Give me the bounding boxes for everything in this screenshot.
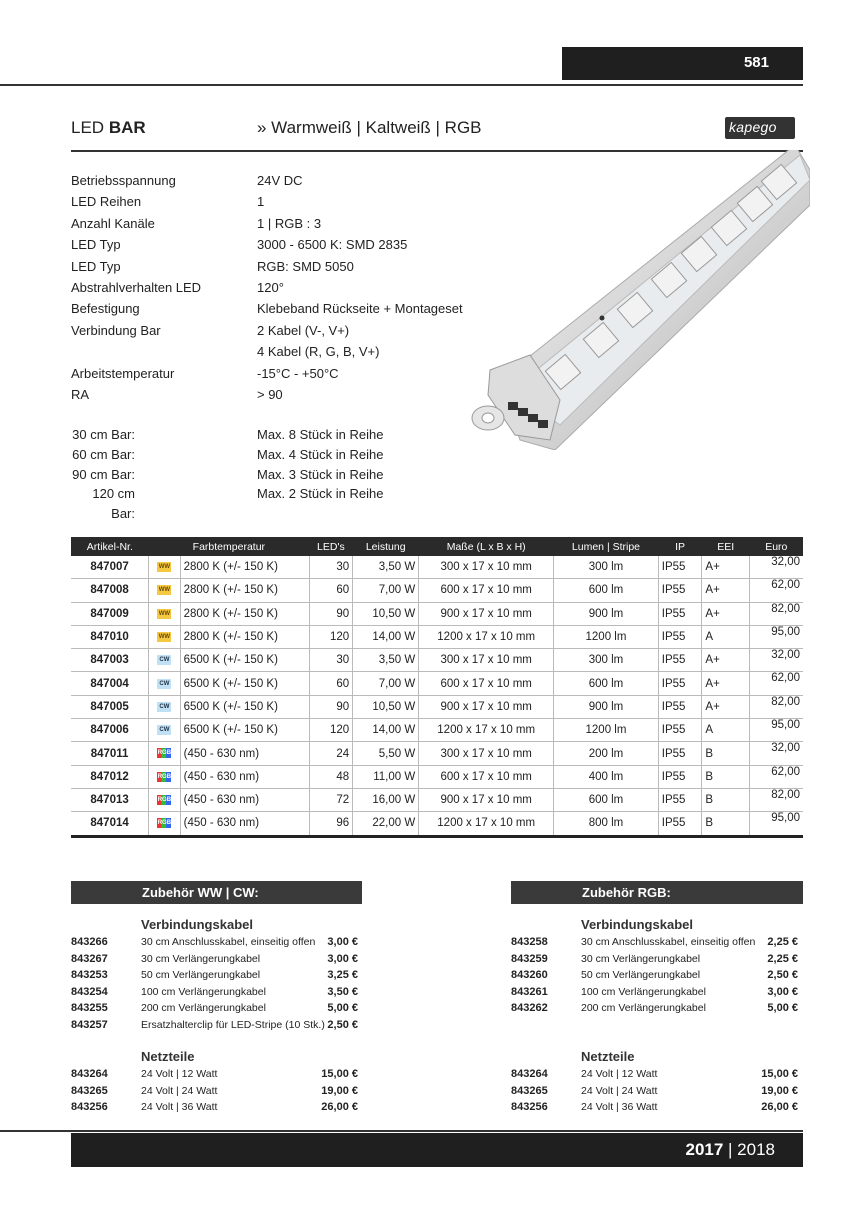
- list-item: [71, 984, 266, 1001]
- spec-row: [71, 191, 463, 212]
- cell-lumen: 200 lm: [554, 742, 659, 765]
- cell-eei: A+: [702, 579, 750, 602]
- spec-label: Befestigung: [71, 301, 140, 317]
- cell-ip: IP55: [658, 742, 702, 765]
- spec-row: [71, 234, 463, 255]
- table-row: [71, 602, 803, 625]
- item-article: 843256: [71, 1101, 108, 1114]
- page-number: 581: [743, 54, 769, 71]
- cell-article: 847005: [71, 695, 149, 718]
- cell-color-badge: [149, 742, 180, 765]
- cell-article: 847003: [71, 649, 149, 672]
- cell-temperature: (450 - 630 nm): [180, 788, 309, 811]
- cell-dimensions: 1200 x 17 x 10 mm: [419, 625, 554, 648]
- cell-article: 847006: [71, 719, 149, 742]
- cell-dimensions: 600 x 17 x 10 mm: [419, 672, 554, 695]
- cell-lumen: 300 lm: [554, 649, 659, 672]
- cell-temperature: (450 - 630 nm): [180, 812, 309, 836]
- list-item: [71, 1000, 266, 1017]
- table-row: [71, 625, 803, 648]
- item-article: 843256: [511, 1101, 548, 1114]
- cell-ip: IP55: [658, 672, 702, 695]
- item-price: 3,50 €: [327, 985, 358, 998]
- cell-euro: 82,00: [750, 788, 803, 811]
- cell-power: 7,00 W: [353, 579, 419, 602]
- item-article: 843264: [71, 1068, 108, 1080]
- page-number-bar: [562, 47, 803, 80]
- cell-leds: 120: [309, 625, 353, 648]
- cell-temperature: 2800 K (+/- 150 K): [180, 556, 309, 579]
- item-price: 15,00 €: [321, 1068, 358, 1080]
- cell-leds: 48: [309, 765, 353, 788]
- cell-color-badge: [149, 788, 180, 811]
- list-item: [511, 951, 700, 968]
- cell-ip: IP55: [658, 556, 702, 579]
- item-price: 19,00 €: [761, 1084, 798, 1097]
- item-article: 843254: [71, 985, 108, 998]
- spec-row: [71, 256, 463, 277]
- cell-temperature: (450 - 630 nm): [180, 742, 309, 765]
- color-type-badge: WW: [158, 634, 171, 640]
- item-description: 100 cm Verlängerungkabel: [141, 985, 266, 998]
- cell-power: 3,50 W: [353, 649, 419, 672]
- item-article: 843258: [511, 936, 548, 948]
- brand-logo-text: kapego: [729, 119, 777, 135]
- cell-power: 10,50 W: [353, 695, 419, 718]
- cell-euro: 95,00: [750, 719, 803, 742]
- spec-row: [71, 298, 463, 319]
- cell-dimensions: 900 x 17 x 10 mm: [419, 788, 554, 811]
- item-article: 843264: [511, 1068, 548, 1080]
- spec-label: RA: [71, 387, 90, 403]
- col-header-dims: Maße (L x B x H): [419, 537, 554, 556]
- item-price: 19,00 €: [321, 1084, 358, 1097]
- spec-label: LED Typ: [71, 237, 121, 253]
- spec-value: RGB: SMD 5050: [257, 258, 354, 274]
- cell-lumen: 400 lm: [554, 765, 659, 788]
- spec-row: [71, 213, 463, 234]
- cell-euro: 82,00: [750, 695, 803, 718]
- item-price: 3,00 €: [327, 936, 358, 948]
- col-header-art: Artikel-Nr.: [71, 537, 149, 556]
- cell-euro: 82,00: [750, 602, 803, 625]
- item-article: 843255: [71, 1002, 108, 1015]
- bar-limits-list: [71, 425, 383, 524]
- cell-lumen: 300 lm: [554, 556, 659, 579]
- cell-power: 16,00 W: [353, 788, 419, 811]
- item-article: 843257: [71, 1019, 108, 1031]
- spec-label: LED Typ: [71, 258, 121, 274]
- cell-eei: B: [702, 812, 750, 836]
- cell-leds: 30: [309, 556, 353, 579]
- item-description: 24 Volt | 36 Watt: [141, 1101, 218, 1114]
- cell-eei: A: [702, 719, 750, 742]
- table-row: [71, 649, 803, 672]
- footer-year-next: | 2018: [723, 1140, 775, 1159]
- cell-color-badge: [149, 602, 180, 625]
- cell-eei: B: [702, 765, 750, 788]
- cell-article: 847008: [71, 579, 149, 602]
- item-description: 24 Volt | 36 Watt: [581, 1101, 658, 1114]
- cell-article: 847014: [71, 812, 149, 836]
- item-price: 26,00 €: [321, 1101, 358, 1114]
- bar-max: Max. 2 Stück in Reihe: [257, 486, 384, 502]
- bar-max: Max. 8 Stück in Reihe: [257, 427, 384, 442]
- item-description: 100 cm Verlängerungkabel: [581, 985, 706, 998]
- color-type-badge: CW: [159, 703, 170, 710]
- cell-dimensions: 600 x 17 x 10 mm: [419, 765, 554, 788]
- list-item: [71, 1017, 325, 1034]
- spec-row: [71, 170, 463, 191]
- cell-leds: 60: [309, 579, 353, 602]
- cell-temperature: (450 - 630 nm): [180, 765, 309, 788]
- item-article: 843253: [71, 969, 108, 982]
- cell-temperature: 6500 K (+/- 150 K): [180, 649, 309, 672]
- item-article: 843266: [71, 936, 108, 948]
- cell-leds: 120: [309, 719, 353, 742]
- col-header-euro: Euro: [750, 537, 803, 556]
- cell-color-badge: [149, 579, 180, 602]
- cell-lumen: 900 lm: [554, 695, 659, 718]
- cell-article: 847007: [71, 556, 149, 579]
- item-price: 2,25 €: [767, 936, 798, 948]
- col-header-temp: Farbtemperatur: [149, 537, 309, 556]
- spec-value: 3000 - 6500 K: SMD 2835: [257, 237, 408, 253]
- item-description: 24 Volt | 12 Watt: [581, 1068, 658, 1080]
- cell-power: 11,00 W: [353, 765, 419, 788]
- spec-row: [71, 320, 463, 341]
- item-article: 843265: [71, 1084, 108, 1097]
- cell-temperature: 6500 K (+/- 150 K): [180, 695, 309, 718]
- list-item: [511, 984, 706, 1001]
- cell-leds: 96: [309, 812, 353, 836]
- cell-article: 847004: [71, 672, 149, 695]
- col-header-power: Leistung: [353, 537, 419, 556]
- table-row: [71, 765, 803, 788]
- section-title-power-supplies: Netzteile: [581, 1049, 635, 1064]
- acc-right-header: [511, 881, 803, 904]
- item-description: 30 cm Anschlusskabel, einseitig offen: [141, 936, 316, 948]
- cell-dimensions: 300 x 17 x 10 mm: [419, 742, 554, 765]
- cell-eei: A+: [702, 695, 750, 718]
- color-type-badge: WW: [158, 587, 171, 594]
- bar-limit-row: [71, 465, 383, 485]
- cell-ip: IP55: [658, 788, 702, 811]
- table-row: [71, 579, 803, 602]
- color-type-badge: RGB: [157, 773, 172, 780]
- spec-label: [71, 341, 257, 362]
- footer-years: [685, 1140, 775, 1160]
- spec-row: [71, 277, 463, 298]
- bar-length: 90 cm Bar:: [72, 466, 135, 482]
- cell-lumen: 600 lm: [554, 579, 659, 602]
- table-row: [71, 812, 803, 836]
- spec-value: -15°C - +50°C: [257, 365, 339, 381]
- led-bar-product-image: [460, 150, 810, 450]
- item-article: 843259: [511, 952, 548, 965]
- item-description: 24 Volt | 24 Watt: [581, 1084, 658, 1097]
- table-row: [71, 672, 803, 695]
- cell-ip: IP55: [658, 719, 702, 742]
- cell-lumen: 600 lm: [554, 788, 659, 811]
- cell-temperature: 2800 K (+/- 150 K): [180, 602, 309, 625]
- title-bold: BAR: [108, 118, 146, 137]
- cell-ip: IP55: [658, 695, 702, 718]
- cell-color-badge: [149, 556, 180, 579]
- cell-eei: A: [702, 625, 750, 648]
- item-description: 30 cm Verlängerungkabel: [581, 952, 701, 965]
- spec-row: [71, 341, 463, 362]
- cell-article: 847011: [71, 742, 149, 765]
- list-item: [71, 967, 260, 984]
- cell-article: 847010: [71, 625, 149, 648]
- brand-logo: [725, 117, 795, 139]
- item-description: 200 cm Verlängerungkabel: [141, 1002, 266, 1015]
- col-header-eei: EEI: [702, 537, 750, 556]
- item-description: 24 Volt | 24 Watt: [141, 1084, 218, 1097]
- item-price: 15,00 €: [761, 1068, 798, 1080]
- cell-euro: 32,00: [750, 742, 803, 765]
- list-item: [511, 1066, 657, 1083]
- item-price: 2,25 €: [767, 952, 798, 965]
- cell-power: 10,50 W: [353, 602, 419, 625]
- item-price: 2,50 €: [767, 969, 798, 982]
- spec-value: 1 | RGB : 3: [257, 215, 322, 231]
- color-type-badge: RGB: [157, 750, 172, 757]
- list-item: [511, 934, 755, 951]
- item-article: 843262: [511, 1002, 548, 1015]
- cell-temperature: 6500 K (+/- 150 K): [180, 719, 309, 742]
- cell-color-badge: [149, 765, 180, 788]
- cell-dimensions: 1200 x 17 x 10 mm: [419, 812, 554, 836]
- cell-article: 847009: [71, 602, 149, 625]
- cell-power: 5,50 W: [353, 742, 419, 765]
- cell-dimensions: 900 x 17 x 10 mm: [419, 602, 554, 625]
- item-description: 50 cm Verlängerungkabel: [581, 969, 701, 982]
- cell-power: 7,00 W: [353, 672, 419, 695]
- spec-row: [71, 384, 463, 405]
- cell-dimensions: 900 x 17 x 10 mm: [419, 695, 554, 718]
- table-row: [71, 556, 803, 579]
- color-type-badge: RGB: [157, 797, 172, 804]
- footer-bar: [71, 1133, 803, 1167]
- bar-limit-row: [71, 445, 383, 465]
- list-item: [511, 1000, 706, 1017]
- spec-value: 2 Kabel (V-, V+): [257, 322, 350, 338]
- cell-lumen: 1200 lm: [554, 625, 659, 648]
- bar-limit-row: [71, 484, 383, 524]
- color-type-badge: WW: [158, 610, 171, 617]
- color-type-badge: RGB: [157, 820, 172, 827]
- item-price: 5,00 €: [327, 1002, 358, 1015]
- item-article: 843265: [511, 1084, 548, 1097]
- cell-temperature: 2800 K (+/- 150 K): [180, 579, 309, 602]
- bar-length: 30 cm Bar:: [72, 427, 135, 442]
- spec-value: 1: [257, 194, 265, 210]
- cell-euro: 62,00: [750, 765, 803, 788]
- cell-ip: IP55: [658, 602, 702, 625]
- bar-length: 120 cm Bar:: [92, 486, 135, 522]
- cell-leds: 90: [309, 602, 353, 625]
- spec-value: 120°: [257, 280, 284, 296]
- item-article: 843260: [511, 969, 548, 982]
- col-header-lumen: Lumen | Stripe: [554, 537, 659, 556]
- cell-dimensions: 1200 x 17 x 10 mm: [419, 719, 554, 742]
- bar-limit-row: [71, 425, 383, 445]
- color-type-badge: CW: [159, 680, 170, 687]
- cell-ip: IP55: [658, 649, 702, 672]
- spec-list: [71, 170, 463, 405]
- spec-label: Abstrahlverhalten LED: [71, 280, 202, 296]
- item-description: Ersatzhalterclip für LED-Stripe (10 Stk.): [141, 1019, 325, 1031]
- acc-right-header-label: Zubehör RGB:: [582, 885, 671, 900]
- product-subtitle: » Warmweiß | Kaltweiß | RGB: [257, 118, 482, 137]
- cell-temperature: 6500 K (+/- 150 K): [180, 672, 309, 695]
- spec-label: Verbindung Bar: [71, 322, 161, 338]
- cell-dimensions: 300 x 17 x 10 mm: [419, 649, 554, 672]
- cell-article: 847013: [71, 788, 149, 811]
- item-description: 200 cm Verlängerungkabel: [581, 1002, 706, 1015]
- cell-color-badge: [149, 672, 180, 695]
- item-price: 3,00 €: [767, 985, 798, 998]
- col-header-leds: LED's: [309, 537, 353, 556]
- list-item: [71, 951, 260, 968]
- table-row: [71, 742, 803, 765]
- product-title: [71, 118, 146, 138]
- cell-leds: 72: [309, 788, 353, 811]
- cell-ip: IP55: [658, 579, 702, 602]
- cell-lumen: 1200 lm: [554, 719, 659, 742]
- cell-eei: B: [702, 788, 750, 811]
- section-title-cables: Verbindungskabel: [141, 917, 253, 932]
- footer-year-current: 2017: [685, 1140, 724, 1159]
- table-row: [71, 695, 803, 718]
- cell-temperature: 2800 K (+/- 150 K): [180, 625, 309, 648]
- item-price: 3,00 €: [327, 952, 358, 965]
- acc-left-header-label: Zubehör WW | CW:: [142, 885, 259, 900]
- bar-max: Max. 4 Stück in Reihe: [257, 446, 384, 462]
- cell-eei: B: [702, 742, 750, 765]
- cell-color-badge: [149, 719, 180, 742]
- cell-ip: IP55: [658, 625, 702, 648]
- cell-color-badge: [149, 695, 180, 718]
- spec-value: Klebeband Rückseite + Montageset: [257, 301, 463, 317]
- cell-euro: 32,00: [750, 556, 803, 579]
- cell-euro: 95,00: [750, 812, 803, 836]
- item-price: 3,25 €: [327, 969, 358, 982]
- cell-euro: 62,00: [750, 672, 803, 695]
- item-price: 5,00 €: [767, 1002, 798, 1015]
- cell-euro: 32,00: [750, 649, 803, 672]
- color-type-badge: WW: [158, 564, 171, 571]
- cell-leds: 90: [309, 695, 353, 718]
- cell-leds: 24: [309, 742, 353, 765]
- table-row: [71, 719, 803, 742]
- cell-eei: A+: [702, 602, 750, 625]
- item-description: 50 cm Verlängerungkabel: [141, 969, 261, 982]
- cell-article: 847012: [71, 765, 149, 788]
- cell-dimensions: 600 x 17 x 10 mm: [419, 579, 554, 602]
- acc-left-header: [71, 881, 362, 904]
- spec-label: Anzahl Kanäle: [71, 215, 155, 231]
- product-table: [71, 537, 803, 838]
- cell-euro: 62,00: [750, 579, 803, 602]
- item-description: 24 Volt | 12 Watt: [141, 1068, 218, 1080]
- list-item: [71, 1083, 217, 1100]
- spec-value: 4 Kabel (R, G, B, V+): [257, 344, 380, 360]
- section-title-cables: Verbindungskabel: [581, 917, 693, 932]
- item-price: 2,50 €: [327, 1019, 358, 1031]
- spec-value: > 90: [257, 387, 283, 403]
- cell-eei: A+: [702, 649, 750, 672]
- list-item: [71, 1099, 217, 1116]
- cell-euro: 95,00: [750, 625, 803, 648]
- cell-color-badge: [149, 812, 180, 836]
- cell-eei: A+: [702, 556, 750, 579]
- cell-power: 3,50 W: [353, 556, 419, 579]
- cell-power: 14,00 W: [353, 625, 419, 648]
- section-title-power-supplies: Netzteile: [141, 1049, 195, 1064]
- list-item: [511, 1083, 657, 1100]
- bar-max: Max. 3 Stück in Reihe: [257, 466, 384, 482]
- spec-row: [71, 363, 463, 384]
- cell-ip: IP55: [658, 812, 702, 836]
- spec-label: LED Reihen: [71, 194, 142, 210]
- title-prefix: LED: [71, 118, 105, 137]
- cell-power: 22,00 W: [353, 812, 419, 836]
- bottom-divider: [0, 1130, 803, 1132]
- list-item: [71, 1066, 217, 1083]
- bar-length: 60 cm Bar:: [72, 446, 135, 462]
- top-divider: [0, 84, 803, 86]
- cell-lumen: 600 lm: [554, 672, 659, 695]
- cell-leds: 30: [309, 649, 353, 672]
- cell-color-badge: [149, 649, 180, 672]
- spec-label: Arbeitstemperatur: [71, 365, 175, 381]
- table-row: [71, 788, 803, 811]
- spec-label: Betriebsspannung: [71, 173, 176, 188]
- cell-eei: A+: [702, 672, 750, 695]
- item-description: 30 cm Anschlusskabel, einseitig offen: [581, 936, 756, 948]
- cell-leds: 60: [309, 672, 353, 695]
- color-type-badge: CW: [159, 657, 170, 664]
- cell-dimensions: 300 x 17 x 10 mm: [419, 556, 554, 579]
- item-price: 26,00 €: [761, 1101, 798, 1114]
- item-description: 30 cm Verlängerungkabel: [141, 952, 261, 965]
- cell-power: 14,00 W: [353, 719, 419, 742]
- color-type-badge: CW: [159, 727, 170, 734]
- cell-lumen: 800 lm: [554, 812, 659, 836]
- item-article: 843267: [71, 952, 108, 965]
- list-item: [511, 967, 700, 984]
- table-header-row: [71, 537, 803, 556]
- cell-ip: IP55: [658, 765, 702, 788]
- list-item: [511, 1099, 657, 1116]
- cell-color-badge: [149, 625, 180, 648]
- col-header-ip: IP: [658, 537, 702, 556]
- cell-lumen: 900 lm: [554, 602, 659, 625]
- list-item: [71, 934, 315, 951]
- item-article: 843261: [511, 985, 548, 998]
- spec-value: 24V DC: [257, 173, 303, 188]
